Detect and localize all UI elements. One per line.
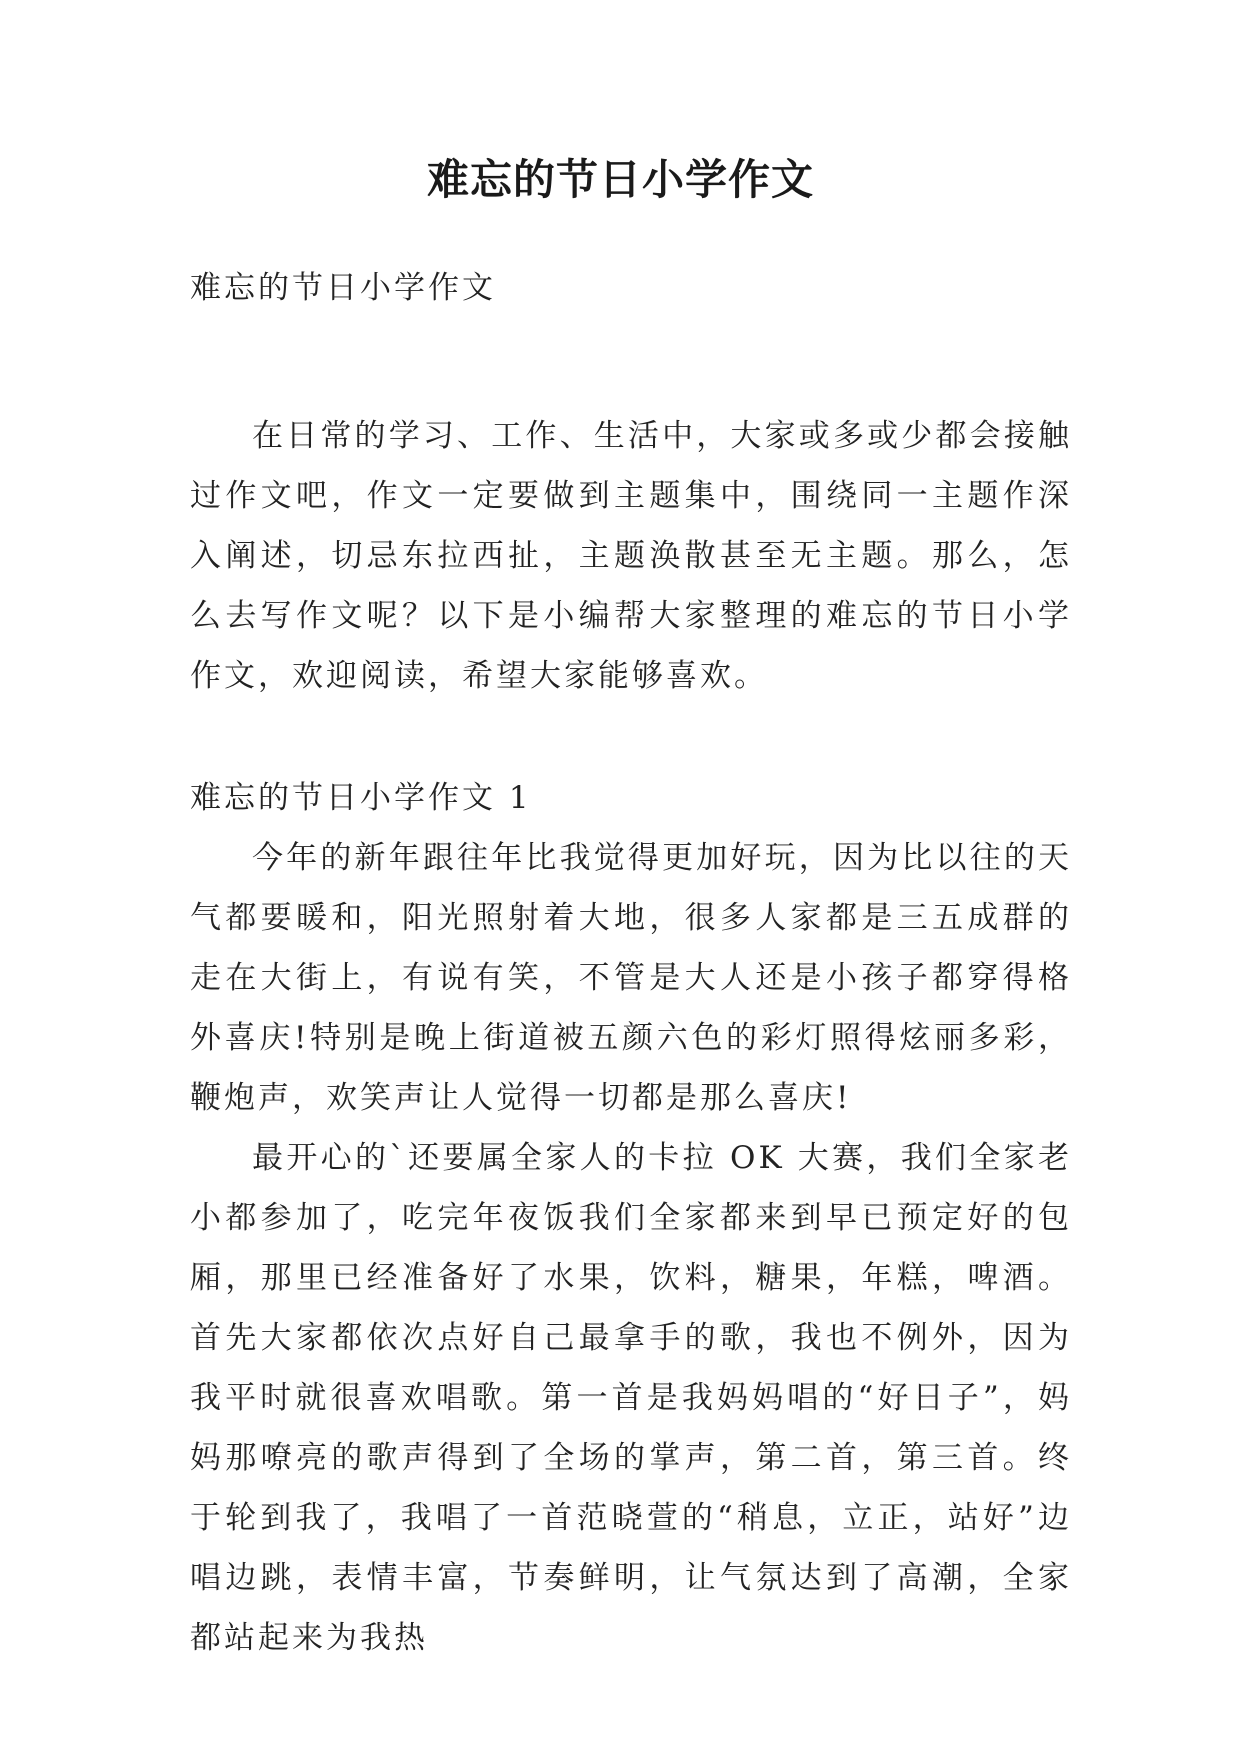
body-paragraph-1: 今年的新年跟往年比我觉得更加好玩，因为比以往的天气都要暖和，阳光照射着大地，很多人家都是三五成群的走在大街上，有说有笑，不管是大人还是小孩子都穿得格外喜庆!特别是晚上街道被五颜六色的彩灯照得炫丽多彩，鞭炮声，欢笑声让人觉得一切都是那么喜庆!: [190, 840, 1072, 1116]
intro-paragraph: 在日常的学习、工作、生活中，大家或多或少都会接触过作文吧，作文一定要做到主题集中，围绕同一主题作深入阐述，切忌东拉西扯，主题涣散甚至无主题。那么，怎么去写作文呢？以下是小编帮大家整理的难忘的节日小学作文，欢迎阅读，希望大家能够喜欢。: [190, 418, 1072, 694]
spacer: [190, 706, 1072, 768]
document-body: [190, 258, 1072, 1668]
spacer: [190, 318, 1072, 406]
document-title: 难忘的节日小学作文: [426, 155, 814, 204]
section-heading: 难忘的节日小学作文 1: [190, 780, 532, 816]
document-subtitle: 难忘的节日小学作文: [190, 270, 496, 306]
body-paragraph-2: 最开心的`还要属全家人的卡拉 OK 大赛，我们全家老小都参加了，吃完年夜饭我们全家都来到早已预定好的包厢，那里已经准备好了水果，饮料，糖果，年糕，啤酒。首先大家都依次点好自己最拿手的歌，我也不例外，因为我平时就很喜欢唱歌。第一首是我妈妈唱的“好日子”，妈妈那嘹亮的歌声得到了全场的掌声，第二首，第三首。终于轮到我了，我唱了一首范晓萱的“稍息，立正，站好”边唱边跳，表情丰富，节奏鲜明，让气氛达到了高潮，全家都站起来为我热: [190, 1140, 1072, 1656]
